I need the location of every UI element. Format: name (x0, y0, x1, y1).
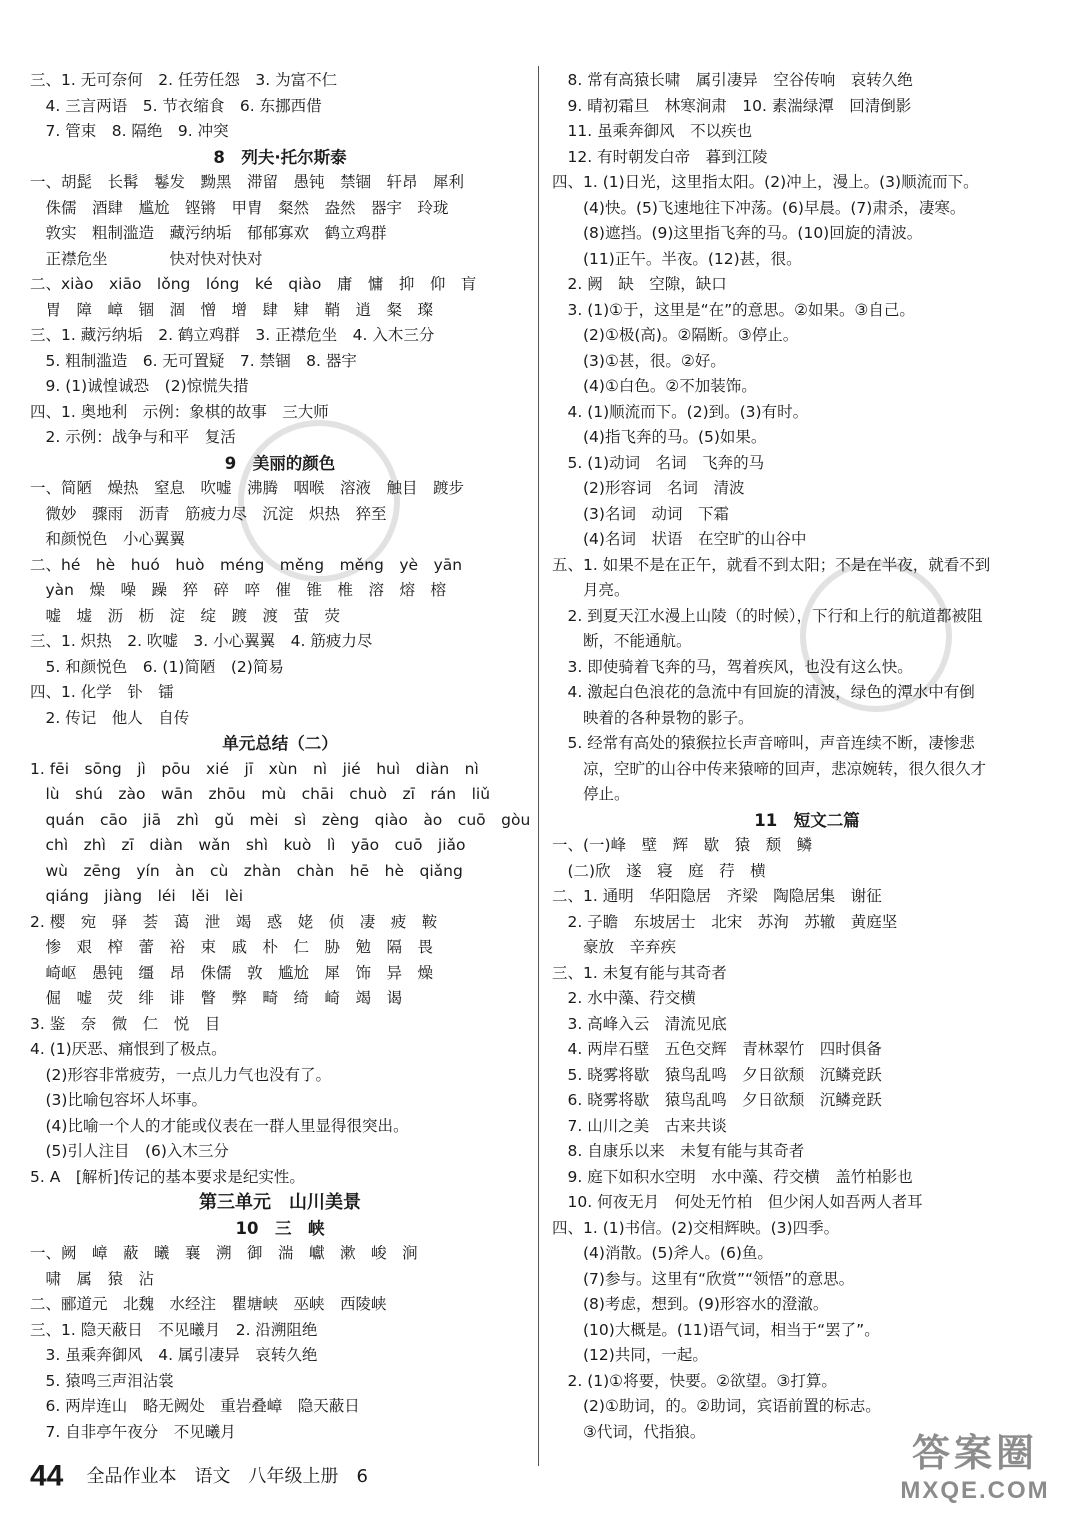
answer-line: 三、1. 隐天蔽日 不见曦月 2. 沿溯阻绝 (30, 1320, 318, 1339)
answer-line: 2. 传记 他人 自传 (30, 708, 190, 727)
answer-line: ③代词，代指狼。 (552, 1422, 706, 1441)
answer-line: 3. 即使骑着飞奔的马，驾着疾风，也没有这么快。 (552, 657, 913, 676)
answer-line: 停止。 (552, 785, 630, 803)
answer-line: (12)共同，一起。 (552, 1346, 708, 1364)
answer-line: 侏儒 酒肆 尴尬 铿锵 甲胄 粲然 盎然 器宇 玲珑 (30, 198, 449, 217)
answer-line: 6. 晓雾将歇 猿鸟乱鸣 夕日欲颓 沉鳞竞跃 (552, 1091, 882, 1109)
section-heading: 9 美丽的颜色 (224, 453, 336, 473)
answer-line: 4. 两岸石壁 五色交辉 青林翠竹 四时俱备 (552, 1040, 882, 1058)
answer-line: 11. 虽乘奔御风 不以疾也 (552, 122, 753, 140)
answer-line: 嘘 墟 沥 枥 淀 绽 踱 渡 萤 荧 (30, 606, 341, 625)
site-logo (880, 1430, 1070, 1512)
answer-line: (3)比喻包容坏人坏事。 (30, 1091, 207, 1109)
answer-line: quán cāo jiā zhì gǔ mèi sì zèng qiào ào cuō gòu (30, 810, 530, 829)
page-number: 44 (30, 1459, 64, 1493)
answer-line: 微妙 骤雨 沥青 筋疲力尽 沉淀 炽热 猝至 (30, 504, 387, 523)
answer-line: 9. 晴初霜旦 林寒涧肃 10. 素湍绿潭 回清倒影 (552, 96, 912, 115)
page-footer (30, 1456, 368, 1496)
answer-line: 5. 晓雾将歇 猿鸟乱鸣 夕日欲颓 沉鳞竞跃 (552, 1065, 882, 1084)
answer-line: (7)参与。这里有“欣赏”“领悟”的意思。 (552, 1269, 855, 1288)
answer-line: 6. 两岸连山 略无阙处 重岩叠嶂 隐天蔽日 (30, 1397, 360, 1415)
answer-line: (5)引人注目 (6)入木三分 (30, 1142, 229, 1160)
section-heading: 第三单元 山川美景 (199, 1192, 361, 1213)
answer-line: 4. (1)厌恶、痛恨到了极点。 (30, 1040, 227, 1058)
answer-line: (8)遮挡。(9)这里指飞奔的马。(10)回旋的清波。 (552, 224, 923, 242)
answer-line: qiáng jiàng léi lěi lèi (30, 887, 244, 905)
answer-line: 9. 庭下如积水空明 水中藻、荇交横 盖竹柏影也 (552, 1167, 913, 1186)
answer-line: 三、1. 藏污纳垢 2. 鹤立鸡群 3. 正襟危坐 4. 入木三分 (30, 326, 435, 344)
answer-line: 5. A [解析]传记的基本要求是纪实性。 (30, 1167, 305, 1186)
answer-line: 1. fēi sōng jì pōu xié jī xùn nì jié huì diàn nì (30, 759, 479, 778)
answer-line: 5. 经常有高处的猿猴拉长声音啼叫，声音连续不断，凄惨悲 (552, 734, 975, 752)
answer-line: 3. 鉴 奈 微 仁 悦 目 (30, 1014, 221, 1033)
answer-line: (2)形容词 名词 清波 (552, 479, 745, 497)
answer-line: 4. 激起白色浪花的急流中有回旋的清波，绿色的潭水中有倒 (552, 683, 975, 701)
answer-line: 三、1. 炽热 2. 吹嘘 3. 小心翼翼 4. 筋疲力尽 (30, 632, 373, 650)
logo-title: 答案圈 (911, 1431, 1038, 1475)
answer-line: (二)欣 遂 寝 庭 荇 横 (552, 861, 766, 880)
answer-line: 正襟危坐 快对快对快对 (30, 249, 263, 268)
answer-line: 3. 虽乘奔御风 4. 属引凄异 哀转久绝 (30, 1346, 318, 1364)
answer-line: (2)形容非常疲劳，一点儿力气也没有了。 (30, 1065, 331, 1084)
answer-line: 一、简陋 燥热 窒息 吹嘘 沸腾 咽喉 溶液 触目 踱步 (30, 479, 465, 497)
answer-line: 2. 阙 缺 空隙，缺口 (552, 275, 727, 293)
answer-line: 4. (1)顺流而下。(2)到。(3)有时。 (552, 402, 809, 421)
answer-line: (8)考虑，想到。(9)形容水的澄澈。 (552, 1295, 829, 1313)
answer-line: (4)比喻一个人的才能或仪表在一群人里显得很突出。 (30, 1116, 409, 1135)
answer-line: 四、1. (1)日光，这里指太阳。(2)冲上，漫上。(3)顺流而下。 (552, 173, 979, 191)
answer-line: 一、胡髭 长髯 鬈发 黝黑 滞留 愚钝 禁锢 轩昂 犀利 (30, 173, 465, 191)
answer-line: 2. 樱 宛 驿 荟 蔼 泄 竭 惑 姥 侦 凄 疲 鞍 (30, 912, 438, 931)
answer-line: 二、郦道元 北魏 水经注 瞿塘峡 巫峡 西陵峡 (30, 1295, 387, 1313)
section-heading: 单元总结（二） (222, 734, 338, 753)
answer-line: (3)名词 动词 下霜 (552, 504, 729, 523)
answer-line: yàn 燥 噪 躁 猝 碎 啐 催 锥 椎 溶 熔 榕 (30, 581, 446, 599)
footer-book-info: 全品作业本 语文 八年级上册 6 (86, 1465, 368, 1487)
answer-line: (4)消散。(5)斧人。(6)鱼。 (552, 1244, 773, 1262)
answer-line: 二、1. 通明 华阳隐居 齐梁 陶隐居集 谢征 (552, 887, 882, 905)
answer-line: 5. 粗制滥造 6. 无可置疑 7. 禁锢 8. 器宇 (30, 351, 357, 370)
answer-line: 8. 自康乐以来 未复有能与其奇者 (552, 1142, 805, 1160)
answer-line: 12. 有时朝发白帝 暮到江陵 (552, 147, 768, 166)
answer-line: 啸 属 猿 沾 (30, 1269, 155, 1288)
answer-line: 五、1. 如果不是在正午，就看不到太阳；不是在半夜，就看不到 (552, 555, 991, 574)
answer-line: 崎岖 愚钝 缰 昂 侏儒 敦 尴尬 犀 饰 异 燥 (30, 963, 434, 982)
answer-line: (4)①白色。②不加装饰。 (552, 377, 757, 395)
right-column (552, 68, 1062, 1445)
answer-line: (4)名词 状语 在空旷的山谷中 (552, 530, 807, 548)
answer-line: 8. 常有高猿长啸 属引凄异 空谷传响 哀转久绝 (552, 71, 913, 89)
section-heading: 10 三 峡 (235, 1218, 325, 1238)
left-column (30, 68, 530, 1445)
column-divider (538, 66, 539, 1466)
answer-line: 惨 艰 榨 蕾 裕 束 戚 朴 仁 胁 勉 隔 畏 (30, 938, 434, 956)
answer-line: lù shú zào wān zhōu mù chāi chuò zī rán liǔ (30, 785, 491, 803)
answer-line: 2. 水中藻、荇交横 (552, 989, 696, 1007)
answer-line: 2. 到夏天江水漫上山陵（的时候），下行和上行的航道都被阻 (552, 606, 983, 625)
answer-line: 四、1. 化学 钋 镭 (30, 683, 174, 701)
answer-line: 2. 子瞻 东坡居士 北宋 苏洵 苏辙 黄庭坚 (552, 912, 898, 931)
answer-line: 和颜悦色 小心翼翼 (30, 530, 186, 548)
answer-line: 断，不能通航。 (552, 632, 692, 650)
answer-line: 2. (1)①将要，快要。②欲望。③打算。 (552, 1371, 837, 1390)
answer-line: 9. (1)诚惶诚恐 (2)惊慌失措 (30, 377, 249, 395)
answer-line: 7. 管束 8. 隔绝 9. 冲突 (30, 122, 229, 140)
answer-line: (3)①甚，很。②好。 (552, 351, 726, 370)
answer-line: 二、hé hè huó huò méng měng měng yè yān (30, 555, 463, 574)
logo-domain: MXQE.COM (900, 1477, 1050, 1504)
answer-line: 4. 三言两语 5. 节衣缩食 6. 东挪西借 (30, 96, 322, 115)
answer-line: 7. 自非亭午夜分 不见曦月 (30, 1422, 236, 1441)
answer-line: 一、阙 嶂 蔽 曦 襄 溯 御 湍 巘 漱 峻 涧 (30, 1244, 418, 1262)
answer-line: 映着的各种景物的影子。 (552, 708, 754, 727)
answer-line: 10. 何夜无月 何处无竹柏 但少闲人如吾两人者耳 (552, 1193, 923, 1211)
answer-line: 3. 高峰入云 清流见底 (552, 1014, 727, 1033)
answer-line: chì zhì zī diàn wǎn shì kuò lì yāo cuō jiǎo (30, 836, 466, 854)
answer-line: (2)①助词，的。②助词，宾语前置的标志。 (552, 1397, 881, 1415)
answer-line: (4)指飞奔的马。(5)如果。 (552, 428, 767, 446)
answer-line: 四、1. (1)书信。(2)交相辉映。(3)四季。 (552, 1218, 840, 1237)
answer-line: 7. 山川之美 古来共谈 (552, 1116, 727, 1135)
answer-line: wù zēng yín àn cù zhàn chàn hē hè qiǎng (30, 861, 463, 880)
answer-line: 胃 障 嶂 锢 涸 憎 增 肆 肄 鞘 逍 粲 璨 (30, 300, 434, 319)
answer-line: (2)①极(高)。②隔断。③停止。 (552, 326, 799, 344)
answer-line: 豪放 辛弃疾 (552, 938, 677, 956)
answer-line: 敦实 粗制滥造 藏污纳垢 郁郁寡欢 鹤立鸡群 (30, 224, 387, 242)
answer-line: 5. 猿鸣三声泪沾裳 (30, 1371, 174, 1390)
answer-line: 三、1. 未复有能与其奇者 (552, 963, 727, 982)
answer-line: 凉，空旷的山谷中传来猿啼的回声，悲凉婉转，很久很久才 (552, 759, 987, 778)
answer-line: 3. (1)①于，这里是“在”的意思。②如果。③自己。 (552, 300, 915, 319)
answer-line: 四、1. 奥地利 示例：象棋的故事 三大师 (30, 402, 329, 421)
answer-line: 5. 和颜悦色 6. (1)简陋 (2)简易 (30, 657, 284, 676)
section-heading: 11 短文二篇 (754, 810, 860, 830)
answer-line: 5. (1)动词 名词 飞奔的马 (552, 453, 765, 472)
answer-line: 月亮。 (552, 581, 630, 599)
answer-line: (10)大概是。(11)语气词，相当于“罢了”。 (552, 1320, 880, 1339)
answer-line: 三、1. 无可奈何 2. 任劳任怨 3. 为富不仁 (30, 71, 338, 89)
answer-line: 二、xiào xiāo lǒng lóng ké qiào 庸 慵 抑 仰 肓 (30, 275, 477, 293)
answer-line: (4)快。(5)飞速地往下冲荡。(6)早晨。(7)肃杀，凄寒。 (552, 198, 966, 217)
answer-line: (11)正午。半夜。(12)甚，很。 (552, 249, 802, 268)
answer-line: 一、(一)峰 壁 辉 歇 猿 颓 鳞 (552, 836, 813, 854)
answer-line: 2. 示例：战争与和平 复活 (30, 428, 236, 446)
section-heading: 8 列夫·托尔斯泰 (213, 147, 347, 167)
answer-line: 倔 嘘 荧 绯 诽 瞥 弊 畸 绮 崎 竭 谒 (30, 989, 403, 1007)
